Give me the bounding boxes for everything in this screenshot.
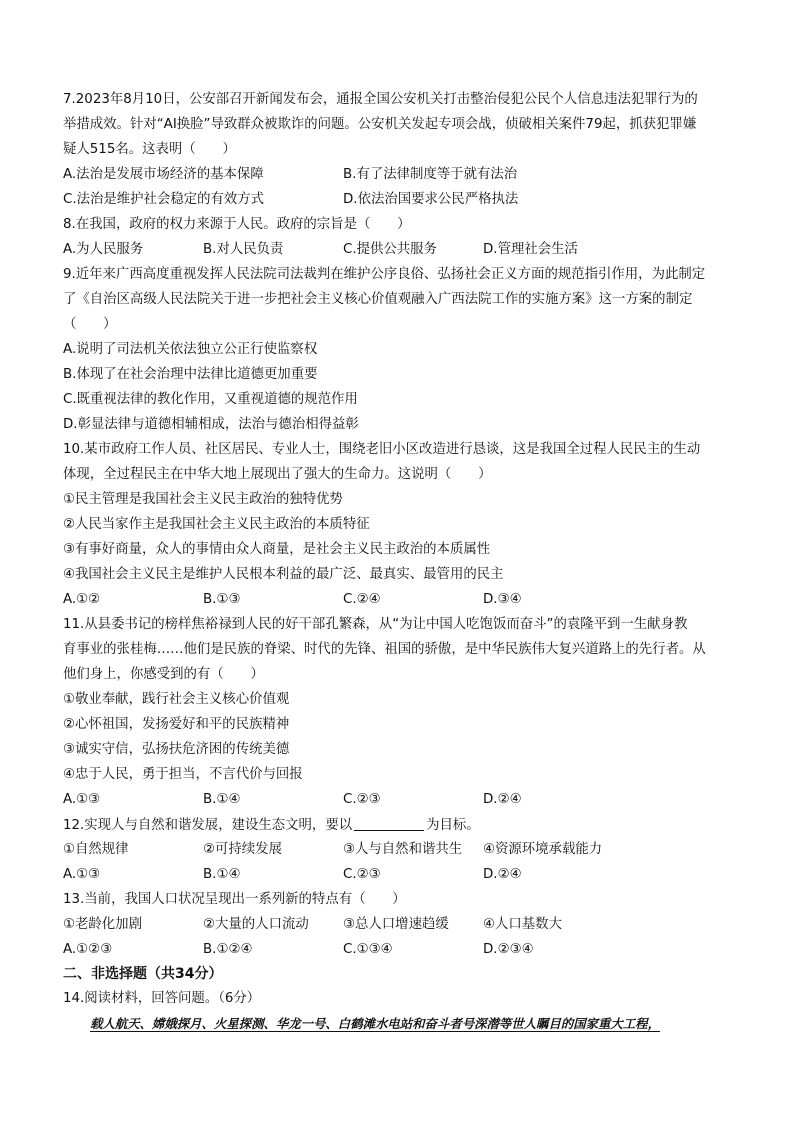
q13-statement-3: ③总人口增速趋缓 — [343, 917, 449, 932]
q12-statement-1: ①自然规律 — [63, 842, 129, 857]
q7-stem-line-1: 7.2023年8月10日，公安部召开新闻发布会，通报全国公安机关打击整治侵犯公民个人信息违法犯罪行为的 — [63, 92, 698, 107]
q11-option-b[interactable]: B.①④ — [203, 792, 241, 807]
q12-stem-before: 12.实现人与自然和谐发展，建设生态文明，要以 — [63, 818, 353, 833]
q9-stem-line-1: 9.近年来广西高度重视发挥人民法院司法裁判在维护公序良俗、弘扬社会正义方面的规范指引作用，为此制定 — [63, 267, 706, 282]
q9-option-c[interactable]: C.既重视法律的教化作用，又重视道德的规范作用 — [63, 392, 358, 407]
q10-option-c[interactable]: C.②④ — [343, 592, 381, 607]
q13-option-a[interactable]: A.①②③ — [63, 942, 113, 957]
q13-statement-4: ④人口基数大 — [483, 917, 562, 932]
q7-option-b[interactable]: B.有了法律制度等于就有法治 — [343, 167, 518, 182]
q10-option-a[interactable]: A.①② — [63, 592, 101, 607]
q13-statement-2: ②大量的人口流动 — [203, 917, 309, 932]
q12-option-d[interactable]: D.②④ — [483, 867, 522, 882]
q12-stem — [63, 816, 480, 835]
q7-option-a[interactable]: A.法治是发展市场经济的基本保障 — [63, 167, 264, 182]
q12-statement-4: ④资源环境承载能力 — [483, 842, 603, 857]
q12-statement-2: ②可持续发展 — [203, 842, 282, 857]
q8-option-a[interactable]: A.为人民服务 — [63, 242, 144, 257]
q8-option-c[interactable]: C.提供公共服务 — [343, 242, 437, 257]
q11-statement-2: ②心怀祖国，发扬爱好和平的民族精神 — [63, 717, 290, 732]
q10-statement-1: ①民主管理是我国社会主义民主政治的独特优势 — [63, 492, 343, 507]
q7-stem-line-2: 举措成效。针对“AI换脸”导致群众被欺诈的问题。公安机关发起专项会战，侦破相关案件79起，抓获犯罪嫌 — [63, 117, 697, 132]
q13-option-c[interactable]: C.①③④ — [343, 942, 393, 957]
q10-option-b[interactable]: B.①③ — [203, 592, 241, 607]
q11-stem-line-1: 11.从县委书记的榜样焦裕禄到人民的好干部孔繁森，从“为让中国人吃饱饭而奋斗”的袁隆平到一生献身教 — [63, 617, 688, 632]
q14-stem: 14.阅读材料，回答问题。（6分） — [63, 991, 261, 1006]
q11-statement-1: ①敬业奉献，践行社会主义核心价值观 — [63, 692, 290, 707]
q11-option-a[interactable]: A.①③ — [63, 792, 101, 807]
q9-option-b[interactable]: B.体现了在社会治理中法律比道德更加重要 — [63, 367, 318, 382]
q13-stem: 13.当前，我国人口状况呈现出一系列新的特点有（ ） — [63, 892, 406, 907]
q11-option-c[interactable]: C.②③ — [343, 792, 381, 807]
q12-option-c[interactable]: C.②③ — [343, 867, 381, 882]
q10-stem-line-1: 10.某市政府工作人员、社区居民、专业人士，围绕老旧小区改造进行恳谈，这是我国全过程人民民主的生动 — [63, 442, 701, 457]
q9-option-a[interactable]: A.说明了司法机关依法独立公正行使监察权 — [63, 342, 318, 357]
q11-statement-3: ③诚实守信，弘扬扶危济困的传统美德 — [63, 742, 290, 757]
q12-stem-after: 为目标。 — [426, 818, 480, 833]
q9-stem-line-2: 了《自治区高级人民法院关于进一步把社会主义核心价值观融入广西法院工作的实施方案》这一方案的制定 — [63, 292, 693, 307]
q13-option-d[interactable]: D.②③④ — [483, 942, 534, 957]
q11-statement-4: ④忠于人民，勇于担当，不言代价与回报 — [63, 767, 303, 782]
q9-option-d[interactable]: D.彰显法律与道德相辅相成，法治与德治相得益彰 — [63, 417, 359, 432]
q8-option-b[interactable]: B.对人民负责 — [203, 242, 284, 257]
q11-option-d[interactable]: D.②④ — [483, 792, 522, 807]
q10-stem-line-2: 体现，全过程民主在中华大地上展现出了强大的生命力。这说明（ ） — [63, 467, 492, 482]
section-2-heading: 二、非选择题（共34分） — [63, 966, 223, 982]
q11-stem-line-3: 他们身上，你感受到的有（ ） — [63, 667, 264, 682]
q12-option-b[interactable]: B.①④ — [203, 867, 241, 882]
q10-statement-4: ④我国社会主义民主是维护人民根本利益的最广泛、最真实、最管用的民主 — [63, 567, 504, 582]
q7-option-d[interactable]: D.依法治国要求公民严格执法 — [343, 192, 519, 207]
q13-statement-1: ①老龄化加剧 — [63, 917, 142, 932]
q10-statement-2: ②人民当家作主是我国社会主义民主政治的本质特征 — [63, 517, 370, 532]
q8-option-d[interactable]: D.管理社会生活 — [483, 242, 578, 257]
q9-stem-line-3: （ ） — [63, 317, 117, 332]
q12-statement-3: ③人与自然和谐共生 — [343, 842, 463, 857]
q7-option-c[interactable]: C.法治是维护社会稳定的有效方式 — [63, 192, 265, 207]
q12-answer-blank[interactable] — [354, 816, 424, 831]
q13-option-b[interactable]: B.①②④ — [203, 942, 253, 957]
q10-statement-3: ③有事好商量，众人的事情由众人商量，是社会主义民主政治的本质属性 — [63, 542, 491, 557]
q10-option-d[interactable]: D.③④ — [483, 592, 522, 607]
q8-stem: 8.在我国，政府的权力来源于人民。政府的宗旨是（ ） — [63, 217, 411, 232]
q7-stem-line-3: 疑人515名。这表明（ ） — [63, 142, 236, 157]
q12-option-a[interactable]: A.①③ — [63, 867, 101, 882]
q14-material-text: 载人航天、嫦娥探月、火星探测、华龙一号、白鹤滩水电站和奋斗者号深潜等世人瞩目的国家重大工程， — [90, 1016, 660, 1031]
q11-stem-line-2: 育事业的张桂梅……他们是民族的脊梁、时代的先锋、祖国的骄傲，是中华民族伟大复兴道路上的先行者。从 — [63, 642, 706, 657]
